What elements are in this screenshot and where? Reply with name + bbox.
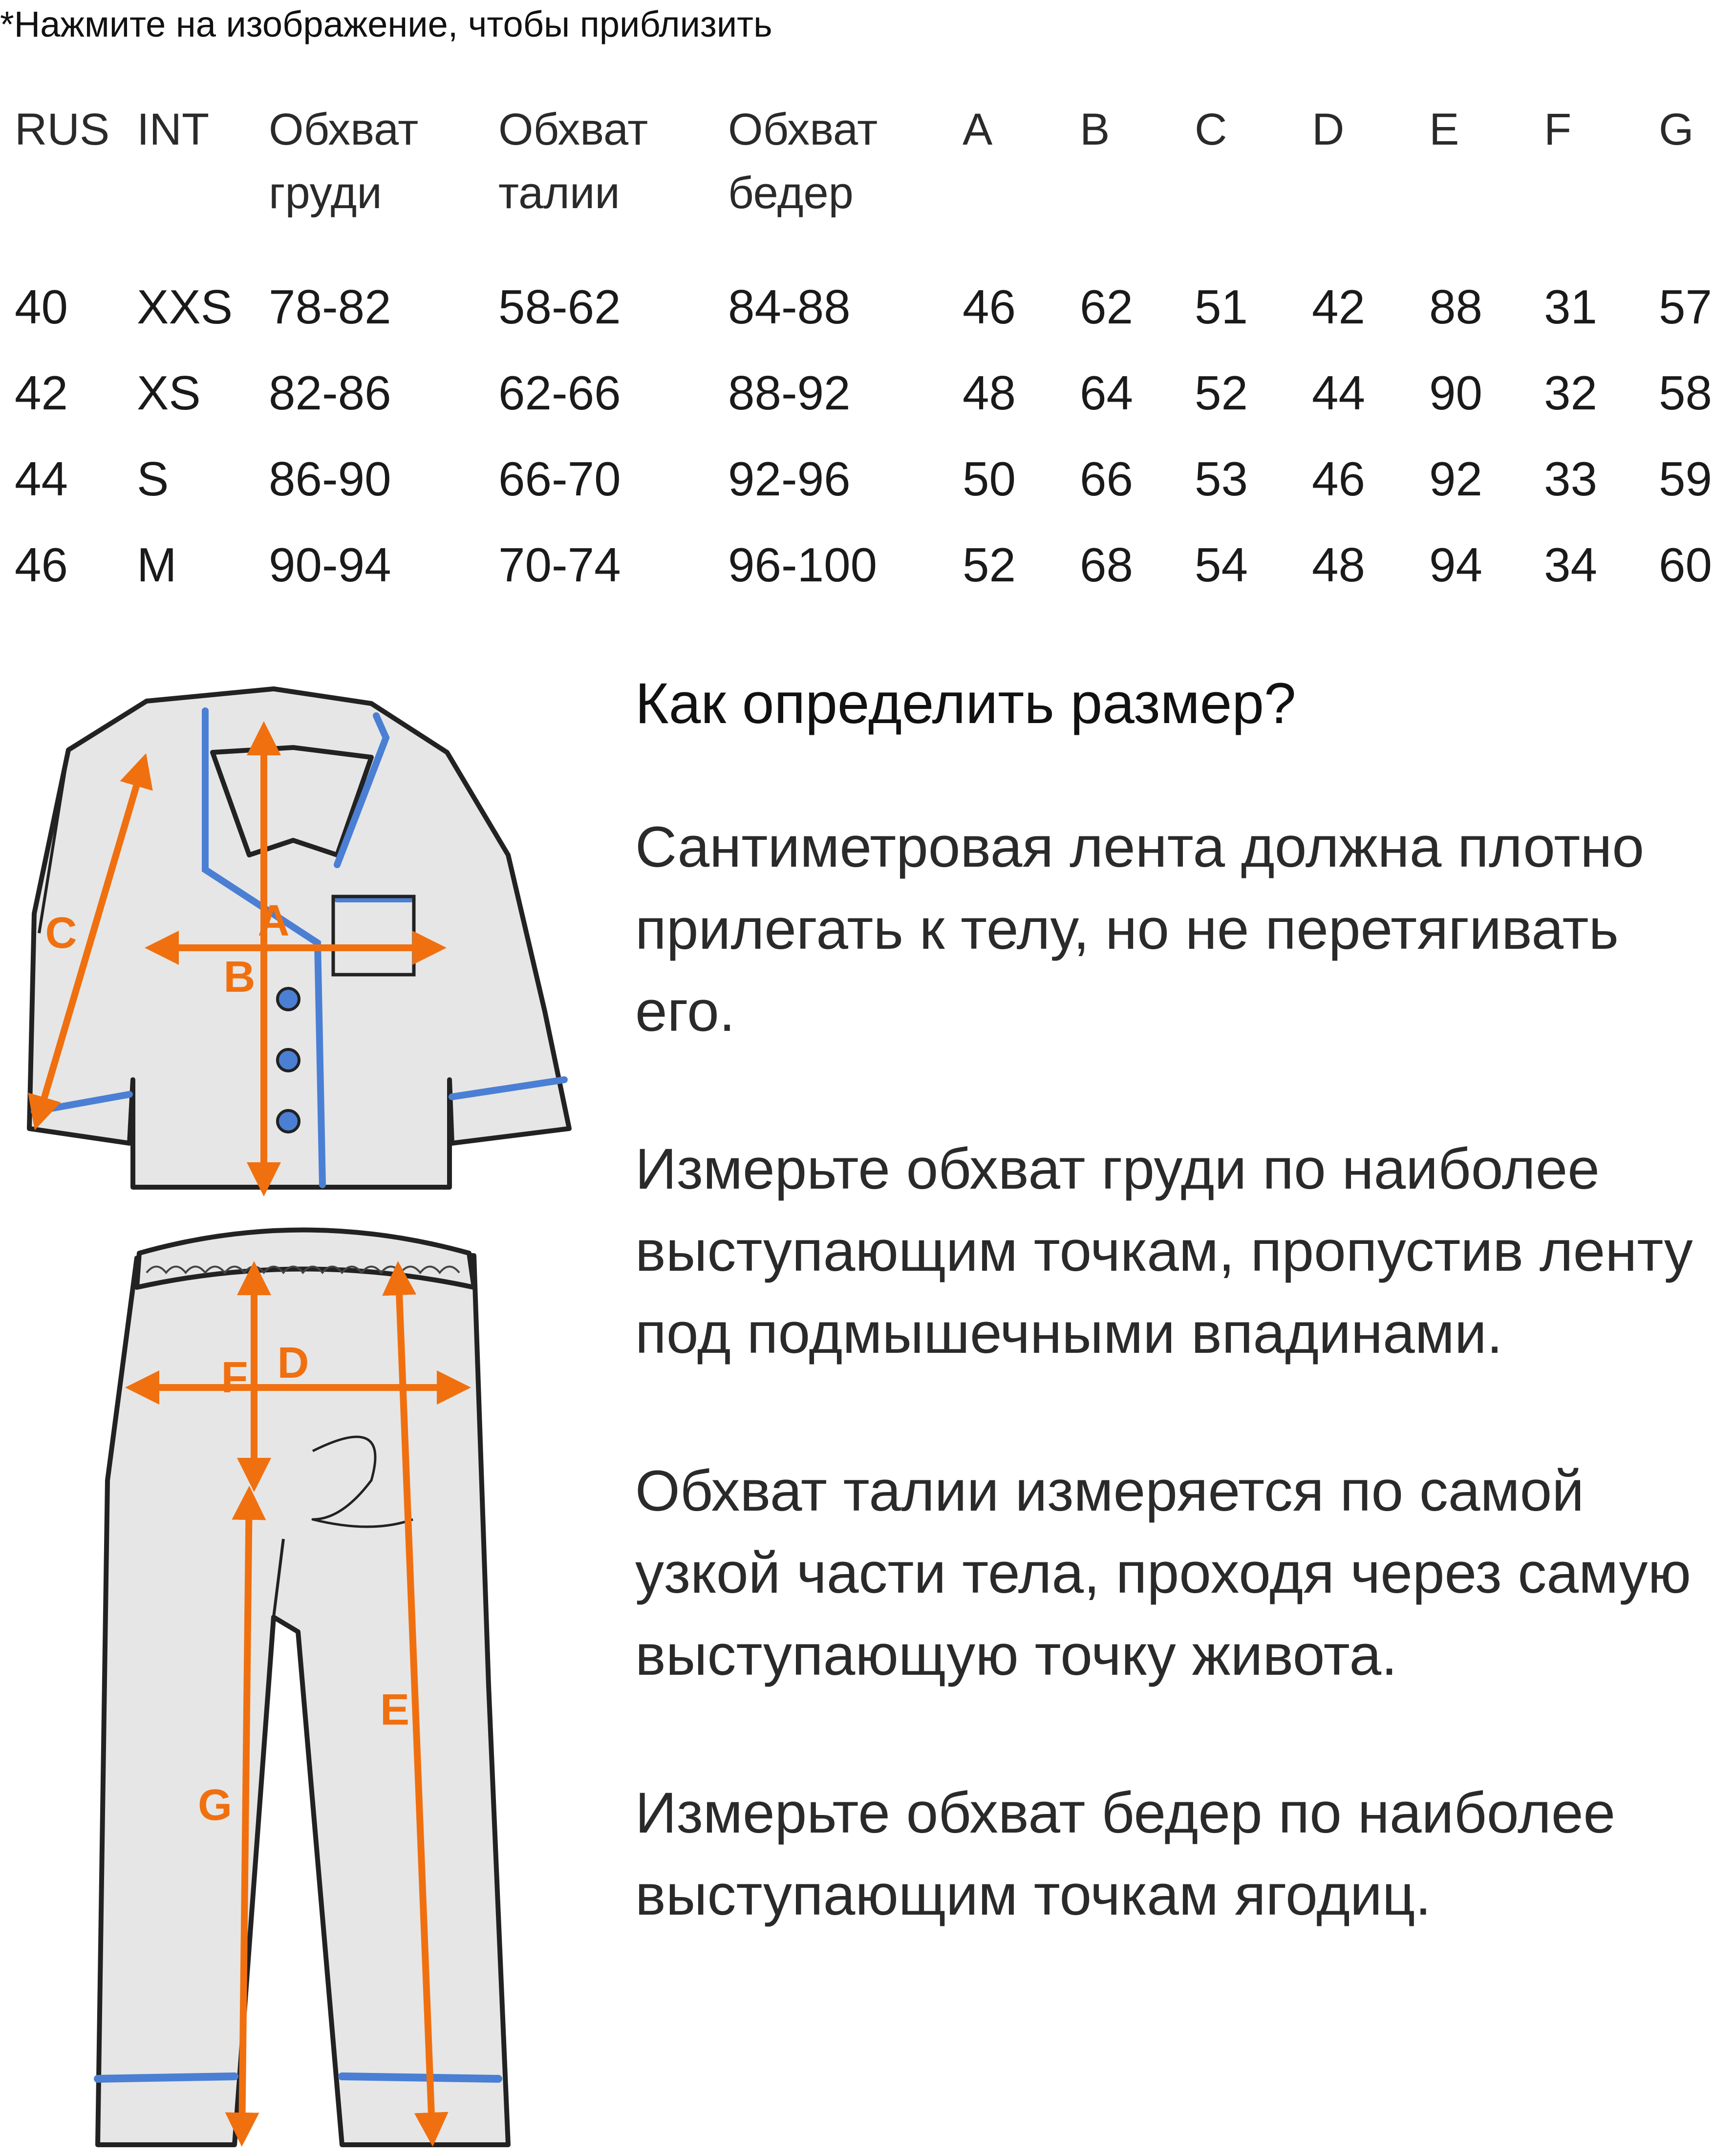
label-f: F: [221, 1353, 248, 1402]
shirt-illustration: [29, 689, 569, 1187]
col-header-f: F: [1544, 105, 1572, 154]
table-row: [15, 436, 1717, 522]
table-cell: 33: [1544, 452, 1598, 506]
label-g: G: [197, 1781, 233, 1830]
table-cell: 92: [1429, 452, 1483, 506]
table-cell: 94: [1429, 538, 1483, 592]
pants-cuff-piping: [98, 2076, 498, 2079]
table-row: [15, 350, 1717, 436]
table-cell: 58-62: [498, 280, 621, 334]
table-cell: 40: [15, 280, 68, 334]
col-header-c: C: [1195, 105, 1227, 154]
table-row: [15, 264, 1717, 350]
table-cell: 46: [1312, 452, 1366, 506]
table-cell: 53: [1195, 452, 1248, 506]
table-cell: 52: [963, 538, 1016, 592]
label-a: A: [257, 897, 290, 945]
table-cell: 32: [1544, 366, 1598, 420]
size-table-header: [15, 98, 1717, 225]
table-cell: 48: [963, 366, 1016, 420]
table-cell: 78-82: [269, 280, 391, 334]
info-paragraph: Измерьте обхват груди по наиболее выступающим точкам, пропустив ленту под подмышечными впадинами.: [635, 1137, 1693, 1366]
size-table: [15, 98, 1717, 608]
table-cell: 88: [1429, 280, 1483, 334]
col-header-int: INT: [137, 105, 210, 154]
table-cell: 86-90: [269, 452, 391, 506]
info-paragraph: Обхват талии измеряется по самой узкой части тела, проходя через самую выступающую точку живота.: [635, 1459, 1691, 1687]
col-header-rus: RUS: [15, 105, 110, 154]
table-cell: 62-66: [498, 366, 621, 420]
col-header-d: D: [1312, 105, 1345, 154]
table-cell: 84-88: [728, 280, 851, 334]
table-cell: 90-94: [269, 538, 391, 592]
table-cell: 96-100: [728, 538, 878, 592]
col-header-b: B: [1080, 105, 1110, 154]
table-cell: 59: [1659, 452, 1713, 506]
table-cell: 58: [1659, 366, 1713, 420]
table-cell: 34: [1544, 538, 1598, 592]
table-cell: 66: [1080, 452, 1134, 506]
table-cell: 52: [1195, 366, 1248, 420]
table-cell: 88-92: [728, 366, 851, 420]
col-header-chest: Обхват груди: [269, 105, 419, 218]
table-cell: 44: [15, 452, 68, 506]
table-cell: 48: [1312, 538, 1366, 592]
table-cell: 68: [1080, 538, 1134, 592]
table-cell: 42: [1312, 280, 1366, 334]
table-cell: 46: [963, 280, 1016, 334]
table-cell: XXS: [137, 280, 233, 334]
pajama-measurement-diagram: [0, 660, 616, 2156]
info-paragraph: Сантиметровая лента должна плотно прилегать к телу, но не перетягивать его.: [635, 815, 1645, 1044]
table-cell: 60: [1659, 538, 1713, 592]
col-header-g: G: [1659, 105, 1694, 154]
label-c: C: [45, 909, 77, 958]
table-cell: XS: [137, 366, 201, 420]
section-title: Как определить размер?: [635, 671, 1296, 736]
col-header-hips: Обхват бедер: [728, 105, 878, 218]
table-cell: S: [137, 452, 169, 506]
table-cell: 82-86: [269, 366, 391, 420]
table-cell: M: [137, 538, 177, 592]
table-cell: 54: [1195, 538, 1248, 592]
col-header-a: A: [963, 105, 993, 154]
table-cell: 70-74: [498, 538, 621, 592]
table-cell: 64: [1080, 366, 1134, 420]
table-cell: 50: [963, 452, 1016, 506]
table-cell: 66-70: [498, 452, 621, 506]
label-e: E: [380, 1686, 410, 1734]
table-cell: 42: [15, 366, 68, 420]
info-paragraph: Измерьте обхват бедер по наиболее выступающим точкам ягодиц.: [635, 1781, 1616, 1927]
how-to-measure-section: [635, 669, 1725, 2012]
table-cell: 46: [15, 538, 68, 592]
table-cell: 92-96: [728, 452, 851, 506]
table-cell: 90: [1429, 366, 1483, 420]
table-cell: 31: [1544, 280, 1598, 334]
table-cell: 44: [1312, 366, 1366, 420]
col-header-e: E: [1429, 105, 1459, 154]
table-cell: 62: [1080, 280, 1134, 334]
col-header-waist: Обхват талии: [498, 105, 648, 218]
table-cell: 51: [1195, 280, 1248, 334]
label-d: D: [277, 1339, 309, 1388]
label-b: B: [223, 953, 256, 1002]
zoom-hint: *Нажмите на изображение, чтобы приблизить: [0, 4, 772, 44]
table-cell: 57: [1659, 280, 1713, 334]
table-row: [15, 522, 1717, 608]
